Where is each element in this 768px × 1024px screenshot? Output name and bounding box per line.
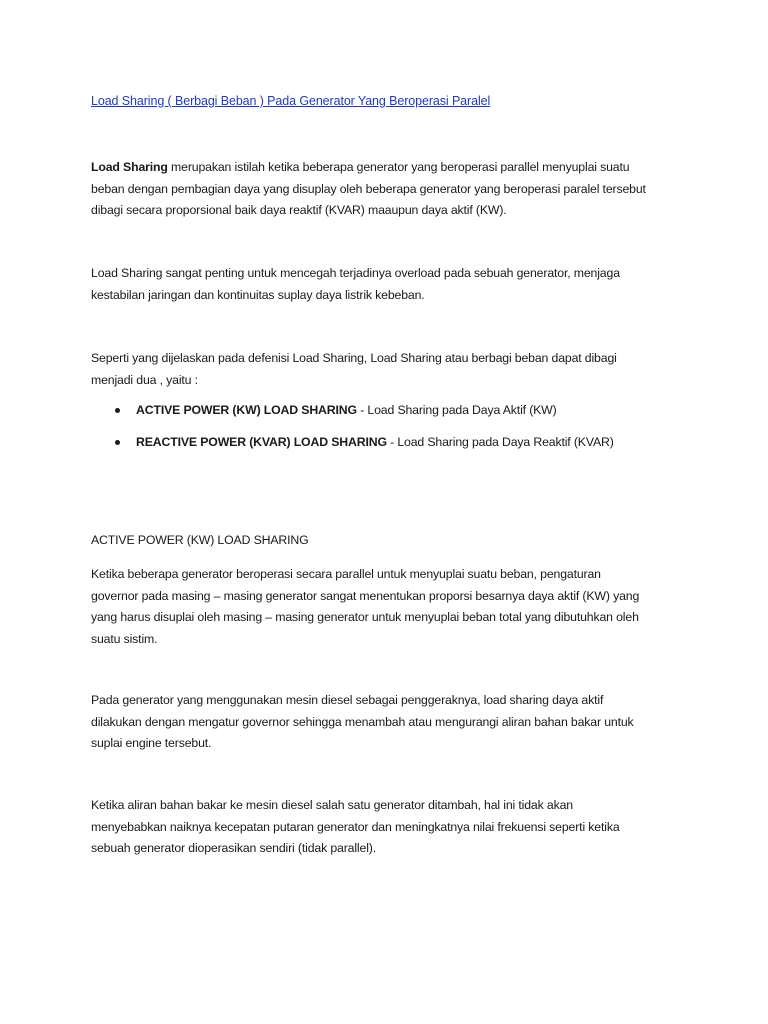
paragraph-importance: [91, 263, 691, 306]
paragraph-line: menyebabkan naiknya kecepatan putaran generator dan meningkatnya nilai frekuensi seperti ketika: [91, 819, 620, 834]
title-link[interactable]: Load Sharing ( Berbagi Beban ) Pada Generator Yang Beroperasi Paralel: [91, 94, 491, 108]
paragraph-line: beban dengan pembagian daya yang disuplay oleh beberapa generator yang beroperasi paralel tersebut: [91, 181, 646, 196]
paragraph-governor: [91, 564, 691, 650]
bold-term: Load Sharing: [91, 160, 168, 174]
paragraph-line: sebuah generator dioperasikan sendiri (tidak parallel).: [91, 841, 376, 855]
paragraph-diesel: [91, 690, 691, 755]
paragraph-line: kestabilan jaringan dan kontinuitas suplay daya listrik kebeban.: [91, 287, 425, 302]
paragraph-definition: [91, 157, 691, 222]
bullet-text: - Load Sharing pada Daya Aktif (KW): [356, 403, 557, 417]
paragraph-line: suatu sistim.: [91, 631, 158, 646]
bullet-bold: REACTIVE POWER (KVAR) LOAD SHARING: [136, 435, 387, 449]
paragraph-line: Seperti yang dijelaskan pada defenisi Load Sharing, Load Sharing atau berbagi beban dapat dibagi: [91, 351, 617, 365]
paragraph-line: governor pada masing – masing generator sangat menentukan proporsi besarnya daya aktif (KW) yang: [91, 588, 640, 603]
bullet-icon: [115, 408, 120, 413]
paragraph-line: Ketika aliran bahan bakar ke mesin diesel salah satu generator ditambah, hal ini tidak akan: [91, 798, 573, 812]
paragraph-line: dibagi secara proporsional baik daya reaktif (KVAR) maaupun daya aktif (KW).: [91, 203, 507, 217]
paragraph-line: merupakan istilah ketika beberapa generator yang beroperasi parallel menyuplai suatu: [167, 160, 630, 174]
list-item: [91, 400, 691, 432]
bullet-list: [91, 400, 691, 464]
paragraph-line: yang harus disuplai oleh masing – masing generator untuk menyuplai beban total yang dibutuhkan oleh: [91, 610, 639, 624]
paragraph-line: suplai engine tersebut.: [91, 736, 212, 750]
paragraph-types-intro: [91, 348, 691, 391]
paragraph-line: dilakukan dengan mengatur governor sehingga menambah atau mengurangi aliran bahan bakar untuk: [91, 714, 634, 729]
bullet-icon: [115, 440, 120, 445]
paragraph-line: Load Sharing sangat penting untuk mencegah terjadinya overload pada sebuah generator, menjaga: [91, 266, 620, 280]
paragraph-line: Pada generator yang menggunakan mesin diesel sebagai penggeraknya, load sharing daya aktif: [91, 693, 604, 707]
bullet-text: - Load Sharing pada Daya Reaktif (KVAR): [386, 435, 614, 449]
section-heading: ACTIVE POWER (KW) LOAD SHARING: [91, 533, 309, 547]
paragraph-fuel-flow: [91, 795, 691, 860]
bullet-bold: ACTIVE POWER (KW) LOAD SHARING: [136, 403, 357, 417]
list-item: [91, 432, 691, 464]
paragraph-line: menjadi dua , yaitu :: [91, 372, 198, 387]
paragraph-line: Ketika beberapa generator beroperasi secara parallel untuk menyuplai suatu beban, pengaturan: [91, 567, 601, 581]
